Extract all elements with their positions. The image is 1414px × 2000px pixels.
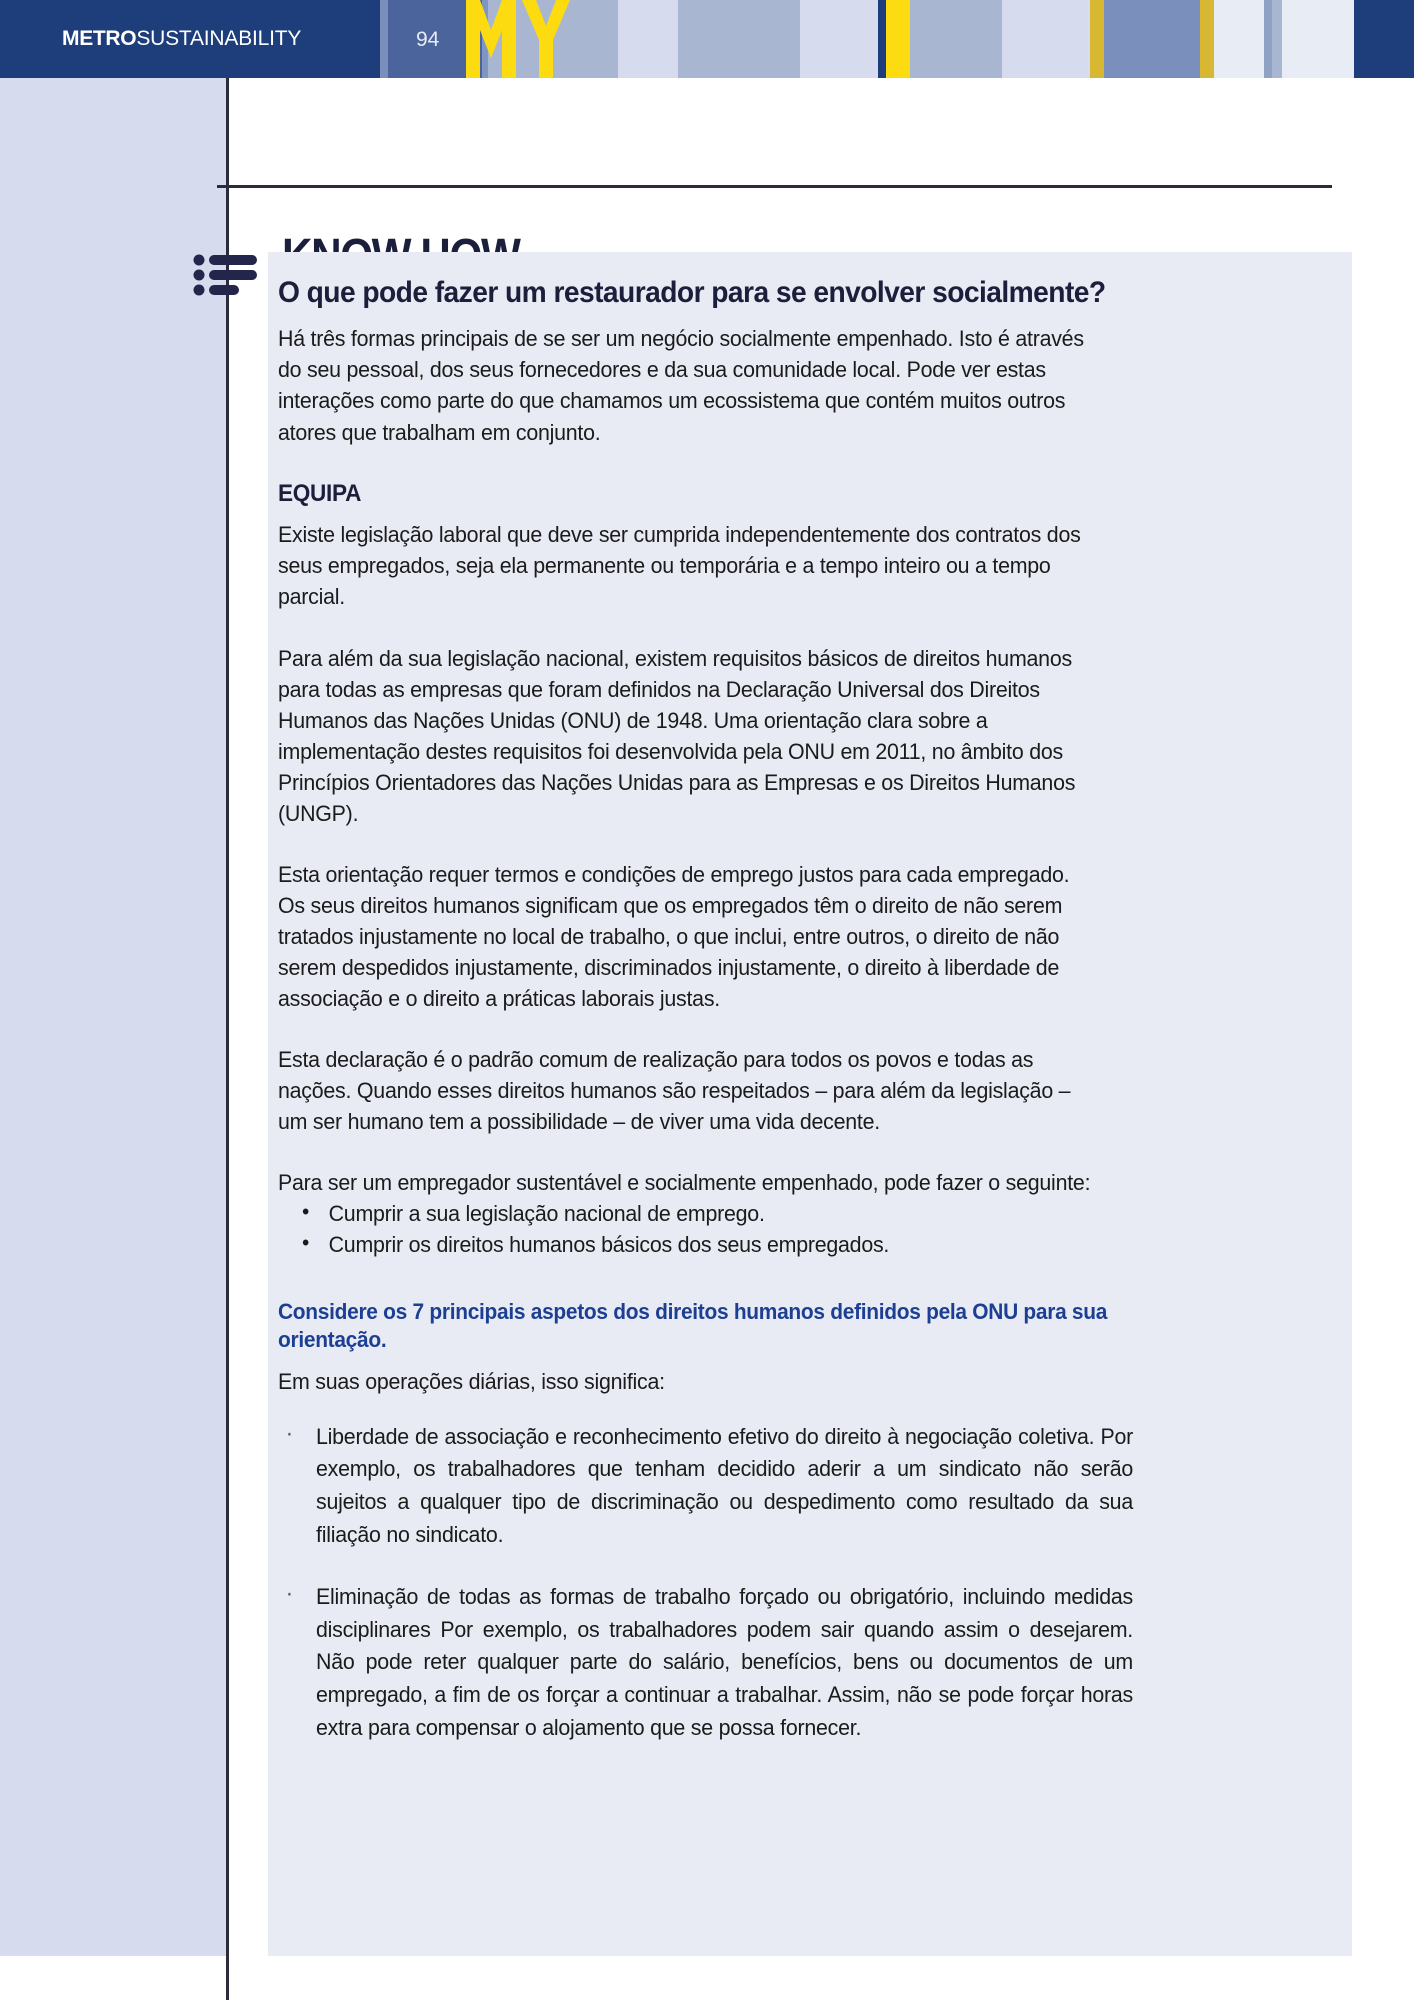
employer-bullet-list bbox=[278, 1198, 1340, 1260]
daily-ops-line: Em suas operações diárias, isso significa: bbox=[278, 1368, 665, 1394]
intro-paragraph: Há três formas principais de se ser um negócio socialmente empenhado. Isto é através do seu pessoal, dos seus fornecedores e da sua comunidade local. Pode ver estas interações como parte do que chamamos um ecossistema que contém muitos outros atores que trabalham em conjunto. bbox=[278, 326, 1084, 445]
section-heading: O que pode fazer um restaurador para se envolver socialmente? bbox=[278, 276, 1106, 309]
header-stripe-16 bbox=[1264, 0, 1272, 78]
header-stripe-9 bbox=[886, 0, 910, 78]
left-margin-block bbox=[0, 78, 226, 1956]
accent-note: Considere os 7 principais aspetos dos direitos humanos definidos pela ONU para sua orientação. bbox=[278, 1299, 1108, 1353]
page-number: 94 bbox=[416, 28, 440, 51]
subsection-heading-equipa: EQUIPA bbox=[278, 479, 362, 507]
header-stripe-17 bbox=[1272, 0, 1282, 78]
header-stripe-7 bbox=[800, 0, 878, 78]
list-item: · Eliminação de todas as formas de trabalho forçado ou obrigatório, incluindo medidas disciplinares Por exemplo, os trabalhadores podem sair quando assim o desejarem. Não pode reter qualquer parte do salário, benefícios, bens ou documentos de um empregado, a fim de os forçar a continuar a trabalhar. Assim, não se pode forçar horas extra para compensar o alojamento que se possa fornecer. bbox=[278, 1581, 1133, 1744]
header-stripe-6 bbox=[678, 0, 800, 78]
my-logo bbox=[464, 0, 574, 78]
header-stripe-8 bbox=[878, 0, 886, 78]
header-stripe-11 bbox=[1002, 0, 1090, 78]
header-stripe-18 bbox=[1282, 0, 1354, 78]
brand-bold: METRO bbox=[62, 27, 137, 50]
list-item: • Cumprir os direitos humanos básicos dos seus empregados. bbox=[302, 1229, 1146, 1260]
paragraph-1: Existe legislação laboral que deve ser cumprida independentemente dos contratos dos seus empregados, seja ela permanente ou temporária e a tempo inteiro ou a tempo parcial. bbox=[278, 522, 1081, 610]
header-stripe-19 bbox=[1354, 0, 1414, 78]
header-stripe-14 bbox=[1200, 0, 1214, 78]
brand-light: SUSTAINABILITY bbox=[136, 27, 302, 50]
horizontal-rule bbox=[217, 185, 1332, 188]
header-stripe-10 bbox=[910, 0, 1002, 78]
bullet-list-icon bbox=[193, 253, 257, 297]
header-stripe-13 bbox=[1104, 0, 1200, 78]
rights-bullet-list bbox=[278, 1421, 1340, 1745]
header-stripe-12 bbox=[1090, 0, 1104, 78]
vertical-rule bbox=[226, 78, 229, 2000]
header-stripe-1 bbox=[380, 0, 388, 78]
paragraph-4: Esta declaração é o padrão comum de realização para todos os povos e todas as nações. Quando esses direitos humanos são respeitados – para além da legislação – um ser humano tem a possibilidade – de viver uma vida decente. bbox=[278, 1047, 1071, 1135]
employer-lead-in: Para ser um empregador sustentável e socialmente empenhado, pode fazer o seguinte: bbox=[278, 1170, 1091, 1196]
paragraph-3: Esta orientação requer termos e condições de emprego justos para cada empregado. Os seus direitos humanos significam que os empregados têm o direito de não serem tratados injustamente no local de trabalho, o que inclui, entre outros, o direito de não serem despedidos injustamente, discriminados injustamente, o direito à liberdade de associação e o direito a práticas laborais justas. bbox=[278, 861, 1070, 1011]
header-stripe-5 bbox=[618, 0, 678, 78]
content-column bbox=[278, 274, 1340, 1744]
page-body bbox=[0, 78, 1414, 2000]
header-stripe-15 bbox=[1214, 0, 1264, 78]
paragraph-2: Para além da sua legislação nacional, existem requisitos básicos de direitos humanos para todas as empresas que foram definidos na Declaração Universal dos Direitos Humanos das Nações Unidas (ONU) de 1948. Uma orientação clara sobre a implementação destes requisitos foi desenvolvida pela ONU em 2011, no âmbito dos Princípios Orientadores das Nações Unidas para as Empresas e os Direitos Humanos (UNGP). bbox=[278, 645, 1076, 826]
brand-wordmark bbox=[62, 28, 301, 49]
list-item: · Liberdade de associação e reconhecimento efetivo do direito à negociação coletiva. Por exemplo, os trabalhadores que tenham decidido aderir a um sindicato não serão sujeitos a qualquer tipo de discriminação ou despedimento como resultado da sua filiação no sindicato. bbox=[278, 1421, 1133, 1552]
page-header-band bbox=[0, 0, 1414, 78]
list-item: • Cumprir a sua legislação nacional de emprego. bbox=[302, 1198, 1146, 1229]
